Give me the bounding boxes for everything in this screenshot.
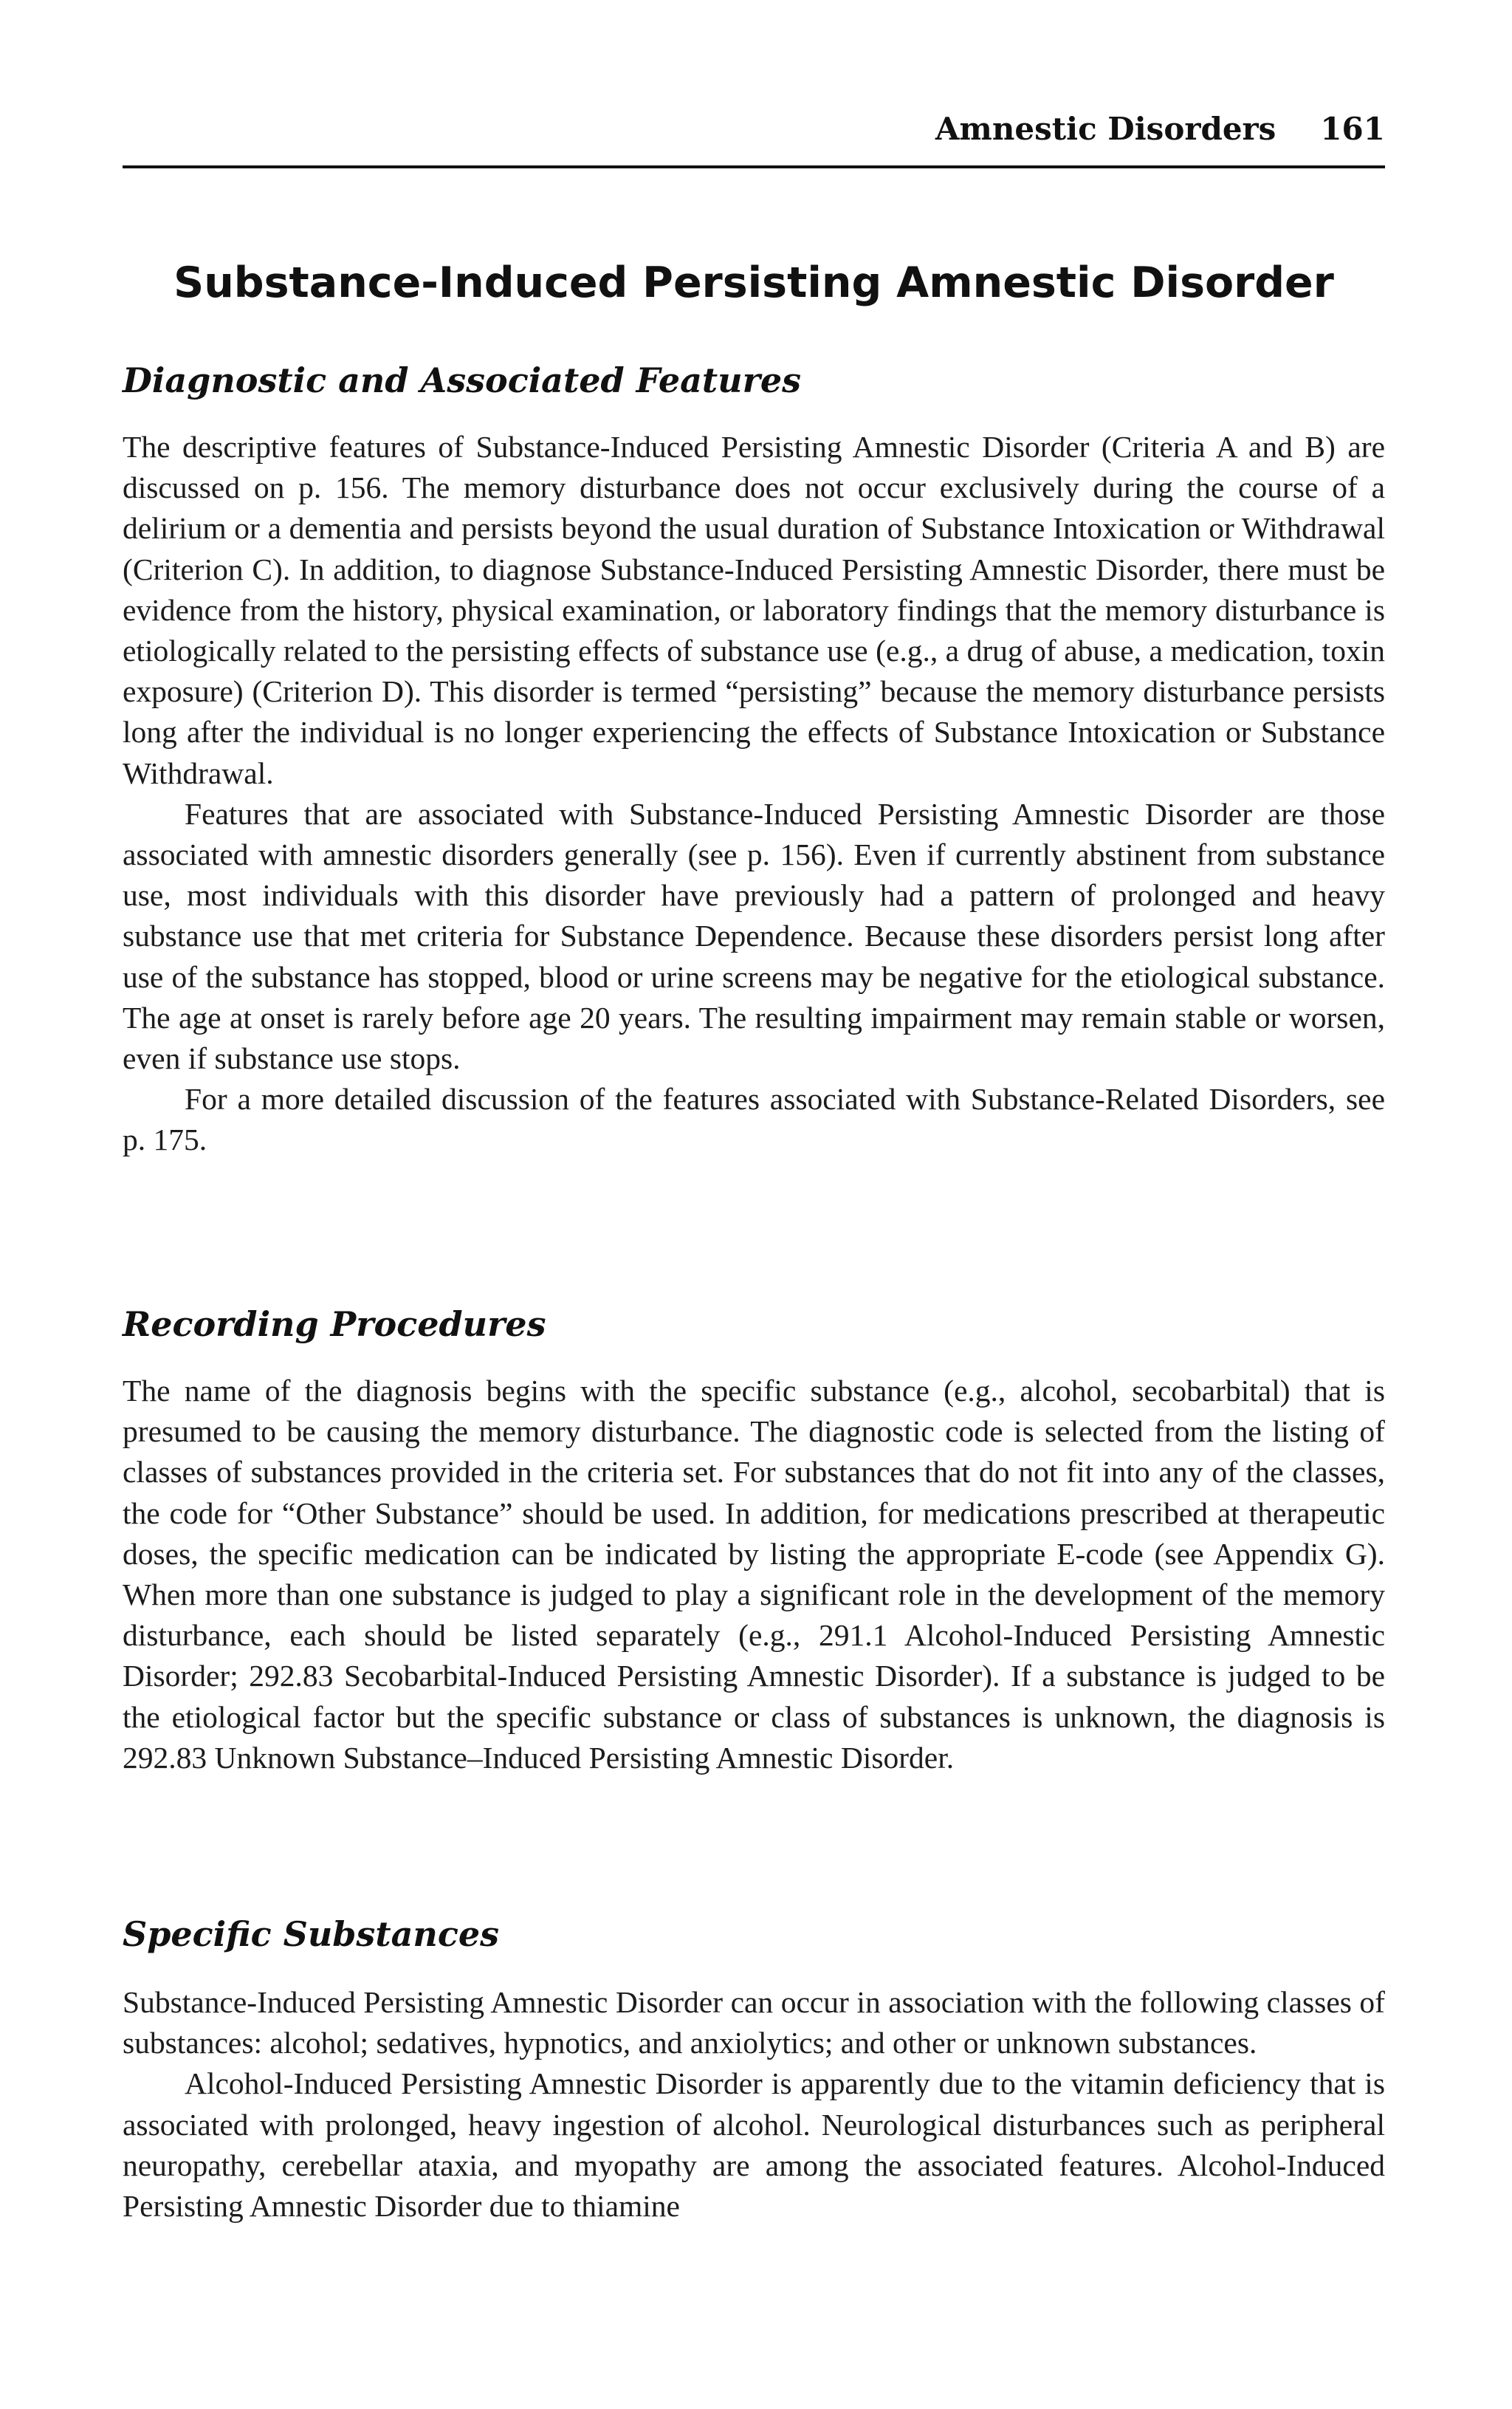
section-body-recording-procedures <box>123 1371 1385 1778</box>
section-heading-recording-procedures: Recording Procedures <box>123 1304 546 1344</box>
paragraph: Substance-Induced Persisting Amnestic Disorder can occur in association with the following classes of substances: alcohol; sedatives, hypnotics, and anxiolytics; and other or unknown substances. <box>123 1985 1385 2060</box>
paragraph: For a more detailed discussion of the features associated with Substance-Related Disorders, see p. 175. <box>123 1082 1385 1157</box>
page-title: Substance-Induced Persisting Amnestic Disorder <box>173 258 1334 307</box>
paragraph: The descriptive features of Substance-Induced Persisting Amnestic Disorder (Criteria A and B) are discussed on p. 156. The memory disturbance does not occur exclusively during the course of a delirium or a dementia and persists beyond the usual duration of Substance Intoxication or Withdrawal (Criterion C). In addition, to diagnose Substance-Induced Persisting Amnestic Disorder, there must be evidence from the history, physical examination, or laboratory findings that the memory disturbance is etiologically related to the persisting effects of substance use (e.g., a drug of abuse, a medication, toxin exposure) (Criterion D). This disorder is termed “persisting” because the memory disturbance persists long after the individual is no longer experiencing the effects of Substance Intoxication or Substance Withdrawal. <box>123 430 1385 790</box>
section-heading-specific-substances: Specific Substances <box>123 1914 499 1954</box>
page-number: 161 <box>1320 111 1385 147</box>
section-body-diagnostic-features <box>123 427 1385 1161</box>
running-head <box>123 111 1385 155</box>
paragraph: Alcohol-Induced Persisting Amnestic Disorder is apparently due to the vitamin deficiency that is associated with prolonged, heavy ingestion of alcohol. Neurological disturbances such as peripheral neuropathy, cerebellar ataxia, and myopathy are among the associated features. Alcohol-Induced Persisting Amnestic Disorder due to thiamine <box>123 2066 1385 2224</box>
paragraph: Features that are associated with Substance-Induced Persisting Amnestic Disorder are those associated with amnestic disorders generally (see p. 156). Even if currently abstinent from substance use, most individuals with this disorder have previously had a pattern of prolonged and heavy substance use that met criteria for Substance Dependence. Because these disorders persist long after use of the substance has stopped, blood or urine screens may be negative for the etiological substance. The age at onset is rarely before age 20 years. The resulting impairment may remain stable or worsen, even if substance use stops. <box>123 796 1385 1076</box>
header-rule <box>123 165 1385 168</box>
running-head-section: Amnestic Disorders <box>935 111 1276 147</box>
section-body-specific-substances <box>123 1982 1385 2227</box>
paragraph: The name of the diagnosis begins with the specific substance (e.g., alcohol, secobarbital) that is presumed to be causing the memory disturbance. The diagnostic code is selected from the listing of classes of substances provided in the criteria set. For substances that do not fit into any of the classes, the code for “Other Substance” should be used. In addition, for medications prescribed at therapeutic doses, the specific medication can be indicated by listing the appropriate E-code (see Appendix G). When more than one substance is judged to play a significant role in the development of the memory disturbance, each should be listed separately (e.g., 291.1 Alcohol-Induced Persisting Amnestic Disorder; 292.83 Secobarbital-Induced Persisting Amnestic Disorder). If a substance is judged to be the etiological factor but the specific substance or class of substances is unknown, the diagnosis is 292.83 Unknown Substance–Induced Persisting Amnestic Disorder. <box>123 1374 1385 1775</box>
section-heading-diagnostic-features: Diagnostic and Associated Features <box>123 360 801 400</box>
